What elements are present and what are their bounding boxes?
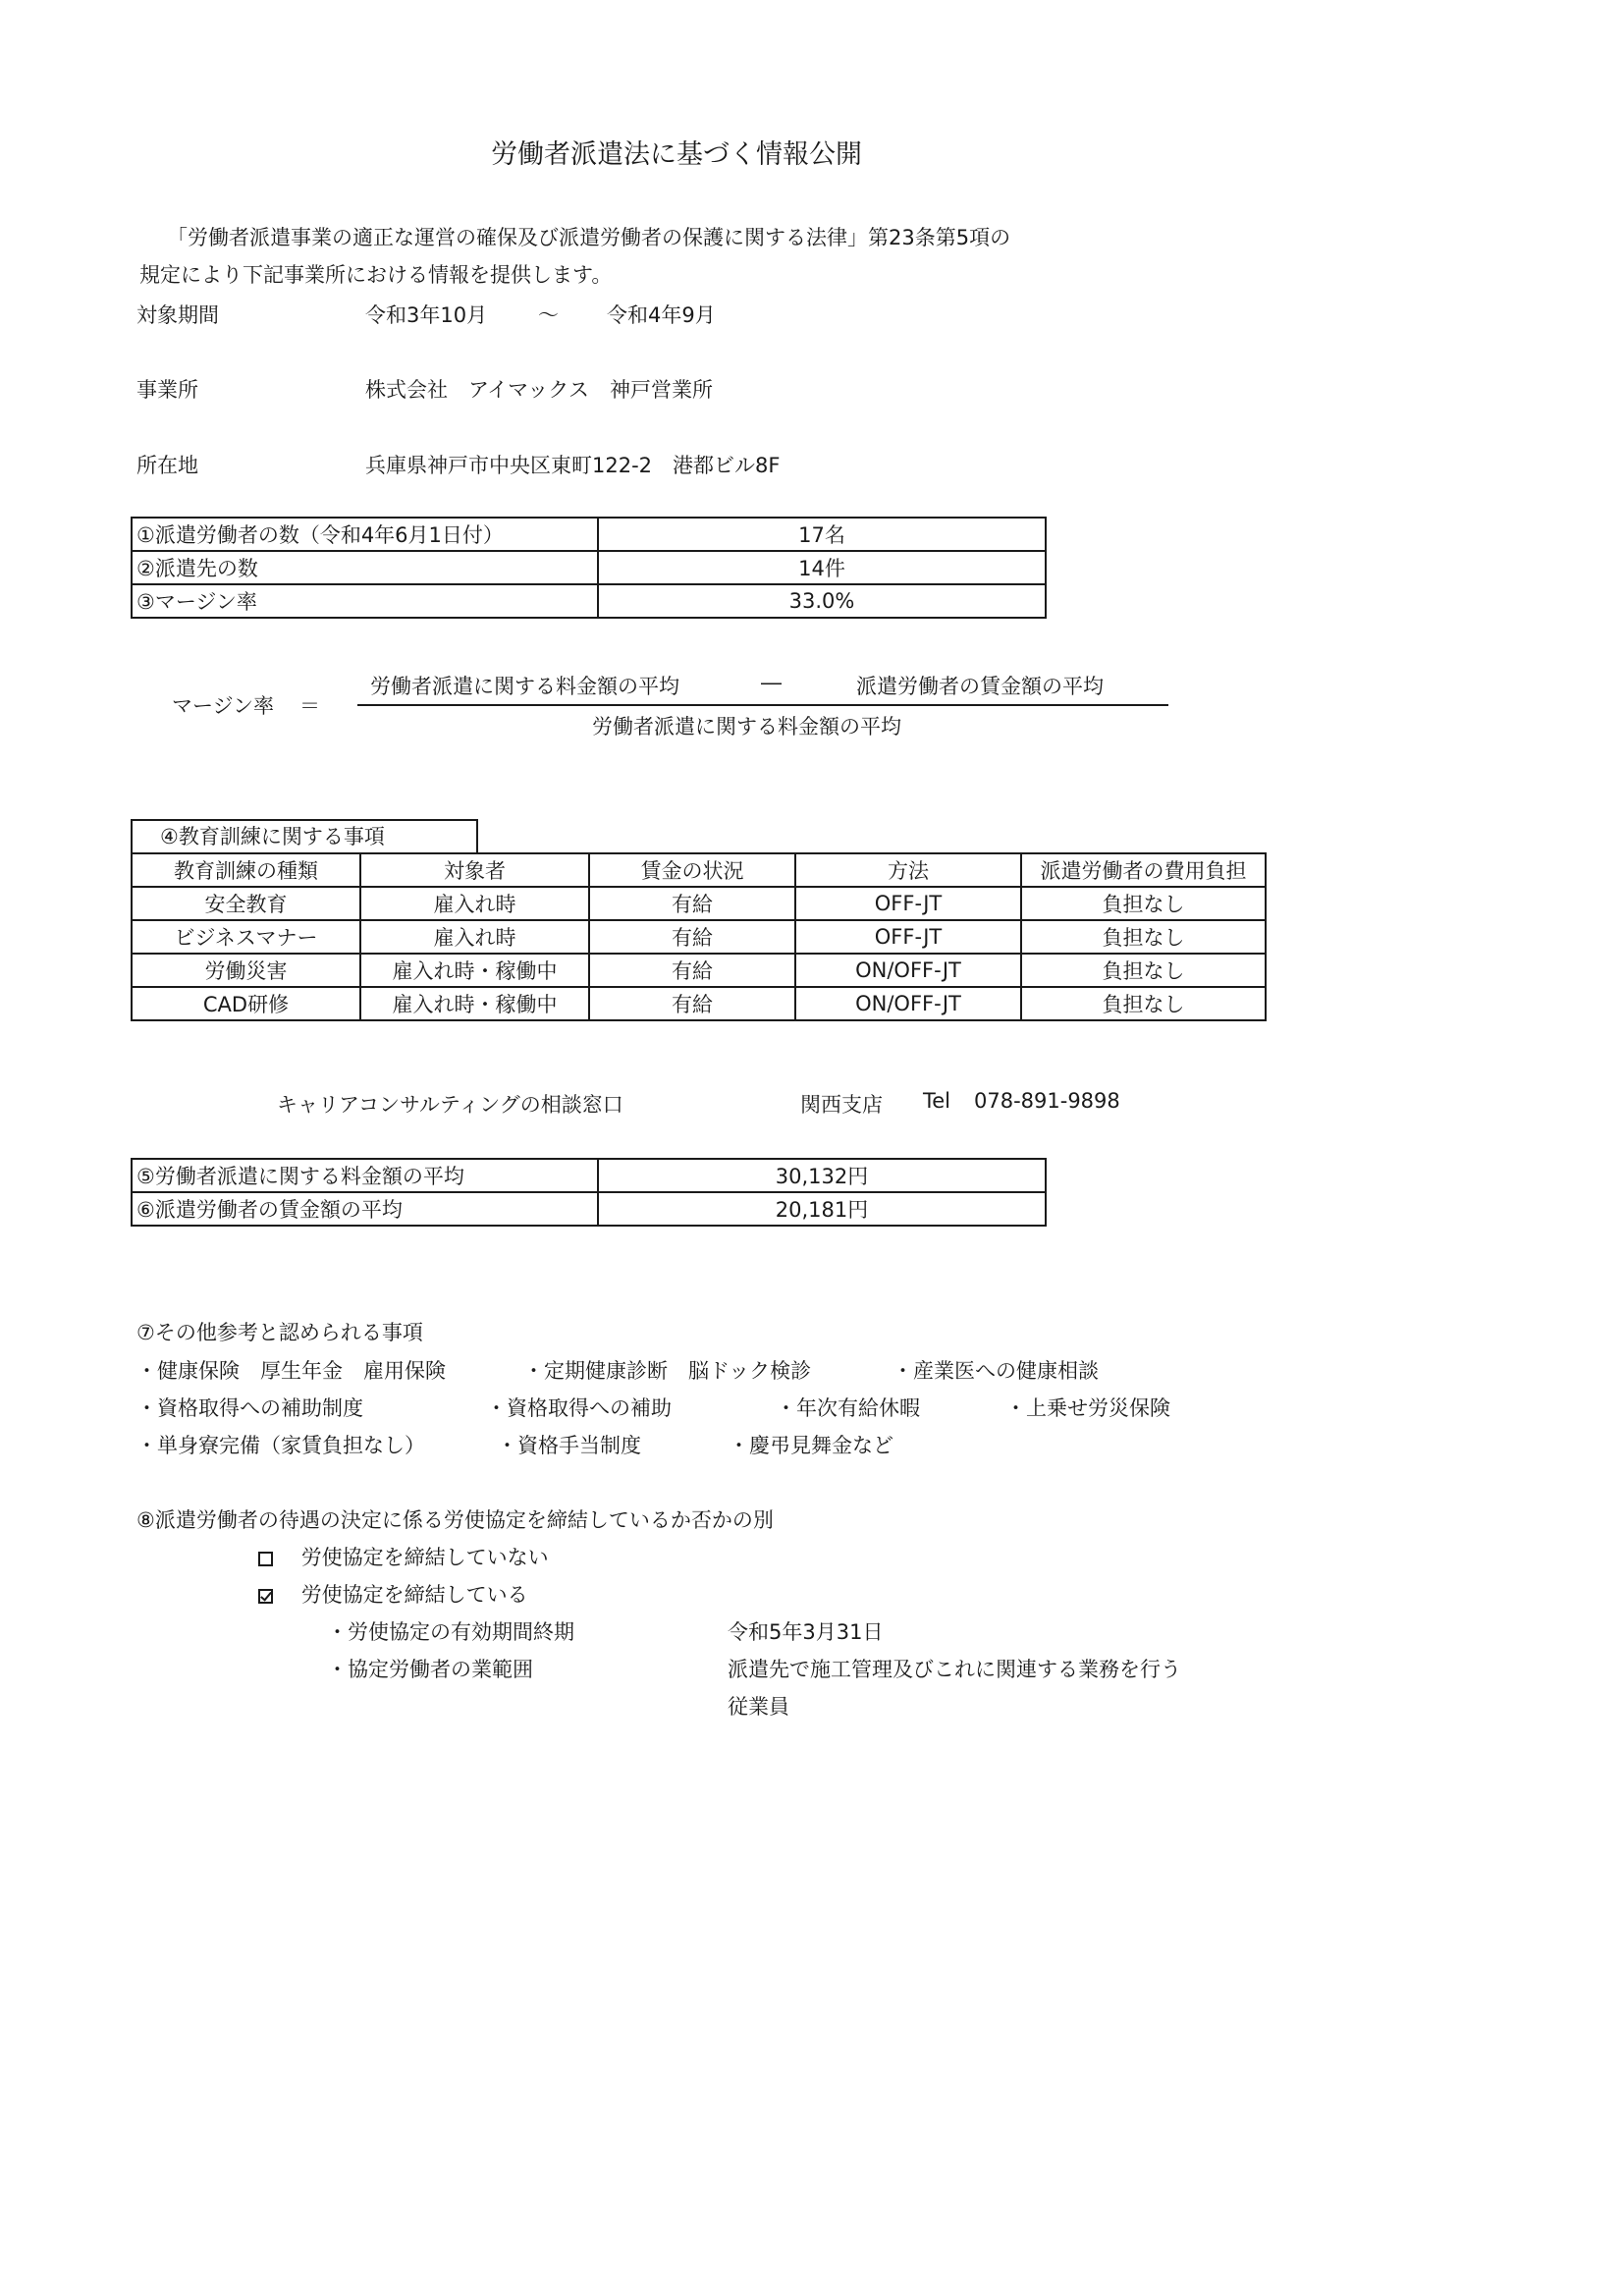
fraction-line bbox=[357, 704, 1168, 706]
agreement-option-no-label: 労使協定を締結していない bbox=[300, 1546, 549, 1569]
summary-label-clients: ②派遣先の数 bbox=[132, 551, 598, 584]
agreement-expiry-label: ・労使協定の有効期間終期 bbox=[327, 1620, 574, 1644]
cell-type: ビジネスマナー bbox=[132, 920, 360, 954]
cell-target: 雇入れ時 bbox=[360, 920, 589, 954]
summary-value-margin: 33.0% bbox=[598, 584, 1046, 618]
cell-target: 雇入れ時 bbox=[360, 887, 589, 920]
agreement-scope-value-2: 従業員 bbox=[728, 1695, 789, 1719]
col-header-method: 方法 bbox=[795, 853, 1021, 887]
cell-method: OFF-JT bbox=[795, 920, 1021, 954]
other-item: ・資格取得への補助制度 bbox=[136, 1396, 363, 1420]
cell-cost: 負担なし bbox=[1021, 887, 1266, 920]
other-item: ・産業医への健康相談 bbox=[893, 1359, 1099, 1383]
checkbox-unchecked-icon bbox=[258, 1552, 273, 1566]
career-branch: 関西支店 bbox=[800, 1093, 883, 1117]
cell-cost: 負担なし bbox=[1021, 920, 1266, 954]
agreement-scope-value-1: 派遣先で施工管理及びこれに関連する業務を行う bbox=[728, 1658, 1181, 1681]
summary-label-workers: ①派遣労働者の数（令和4年6月1日付） bbox=[132, 518, 598, 551]
cell-wage: 有給 bbox=[589, 920, 795, 954]
average-label-wage: ⑥派遣労働者の賃金額の平均 bbox=[132, 1192, 598, 1226]
other-item: ・慶弔見舞金など bbox=[729, 1434, 893, 1457]
training-heading bbox=[131, 819, 478, 852]
office-label: 事業所 bbox=[136, 378, 198, 402]
formula-denominator: 労働者派遣に関する料金額の平均 bbox=[592, 715, 901, 738]
cell-type: 労働災害 bbox=[132, 954, 360, 987]
period-to: 令和4年9月 bbox=[607, 303, 716, 327]
table-row bbox=[132, 954, 1266, 987]
cell-target: 雇入れ時・稼働中 bbox=[360, 987, 589, 1020]
checkbox-checked-icon bbox=[258, 1589, 273, 1604]
summary-table bbox=[131, 517, 1047, 619]
cell-method: ON/OFF-JT bbox=[795, 954, 1021, 987]
averages-table bbox=[131, 1158, 1047, 1227]
table-row bbox=[132, 551, 1046, 584]
career-label: キャリアコンサルティングの相談窓口 bbox=[277, 1093, 623, 1117]
table-row bbox=[132, 887, 1266, 920]
formula-minus: ― bbox=[761, 671, 782, 694]
col-header-type: 教育訓練の種類 bbox=[132, 853, 360, 887]
agreement-option-yes bbox=[258, 1579, 528, 1609]
cell-type: CAD研修 bbox=[132, 987, 360, 1020]
agreement-scope-label: ・協定労働者の業範囲 bbox=[327, 1658, 533, 1681]
other-item: ・年次有給休暇 bbox=[776, 1396, 920, 1420]
period-separator: ～ bbox=[538, 303, 559, 327]
career-tel-label: Tel bbox=[923, 1089, 951, 1113]
table-row bbox=[132, 920, 1266, 954]
cell-cost: 負担なし bbox=[1021, 954, 1266, 987]
agreement-option-no bbox=[258, 1542, 549, 1571]
formula-numerator-b: 派遣労働者の賃金額の平均 bbox=[856, 675, 1104, 698]
average-value-fee: 30,132円 bbox=[598, 1159, 1046, 1192]
cell-method: ON/OFF-JT bbox=[795, 987, 1021, 1020]
other-item: ・単身寮完備（家賃負担なし） bbox=[136, 1434, 425, 1457]
other-item: ・資格取得への補助 bbox=[486, 1396, 672, 1420]
other-heading: ⑦その他参考と認められる事項 bbox=[136, 1321, 423, 1344]
career-tel: 078-891-9898 bbox=[974, 1089, 1120, 1113]
cell-wage: 有給 bbox=[589, 954, 795, 987]
intro-line-2: 規定により下記事業所における情報を提供します。 bbox=[139, 263, 613, 287]
average-value-wage: 20,181円 bbox=[598, 1192, 1046, 1226]
page-title: 労働者派遣法に基づく情報公開 bbox=[491, 139, 862, 170]
agreement-option-yes-label: 労使協定を締結している bbox=[300, 1583, 528, 1607]
table-row bbox=[132, 518, 1046, 551]
cell-method: OFF-JT bbox=[795, 887, 1021, 920]
summary-value-clients: 14件 bbox=[598, 551, 1046, 584]
table-header-row bbox=[132, 853, 1266, 887]
address-label: 所在地 bbox=[136, 454, 198, 477]
table-row bbox=[132, 1159, 1046, 1192]
other-item: ・定期健康診断 脳ドック検診 bbox=[523, 1359, 812, 1383]
other-item: ・上乗せ労災保険 bbox=[1005, 1396, 1170, 1420]
agreement-expiry-value: 令和5年3月31日 bbox=[728, 1620, 884, 1644]
period-label: 対象期間 bbox=[136, 303, 219, 327]
period-from: 令和3年10月 bbox=[365, 303, 488, 327]
table-row bbox=[132, 1192, 1046, 1226]
table-row bbox=[132, 584, 1046, 618]
address-value: 兵庫県神戸市中央区東町122-2 港都ビル8F bbox=[365, 454, 781, 477]
training-heading-text: ④教育訓練に関する事項 bbox=[160, 825, 385, 848]
office-value: 株式会社 アイマックス 神戸営業所 bbox=[365, 378, 714, 402]
formula-equals: ＝ bbox=[299, 694, 320, 718]
intro-line-1: 「労働者派遣事業の適正な運営の確保及び派遣労働者の保護に関する法律」第23条第5項の bbox=[167, 226, 1011, 249]
cell-type: 安全教育 bbox=[132, 887, 360, 920]
summary-value-workers: 17名 bbox=[598, 518, 1046, 551]
average-label-fee: ⑤労働者派遣に関する料金額の平均 bbox=[132, 1159, 598, 1192]
table-row bbox=[132, 987, 1266, 1020]
training-table bbox=[131, 852, 1267, 1021]
agreement-heading: ⑧派遣労働者の待遇の決定に係る労使協定を締結しているか否かの別 bbox=[136, 1508, 774, 1532]
other-item: ・健康保険 厚生年金 雇用保険 bbox=[136, 1359, 446, 1383]
col-header-cost: 派遣労働者の費用負担 bbox=[1021, 853, 1266, 887]
cell-wage: 有給 bbox=[589, 987, 795, 1020]
formula-numerator-a: 労働者派遣に関する料金額の平均 bbox=[370, 675, 679, 698]
col-header-wage: 賃金の状況 bbox=[589, 853, 795, 887]
other-item: ・資格手当制度 bbox=[497, 1434, 641, 1457]
cell-cost: 負担なし bbox=[1021, 987, 1266, 1020]
cell-target: 雇入れ時・稼働中 bbox=[360, 954, 589, 987]
summary-label-margin: ③マージン率 bbox=[132, 584, 598, 618]
cell-wage: 有給 bbox=[589, 887, 795, 920]
col-header-target: 対象者 bbox=[360, 853, 589, 887]
formula-lhs: マージン率 bbox=[172, 694, 275, 718]
